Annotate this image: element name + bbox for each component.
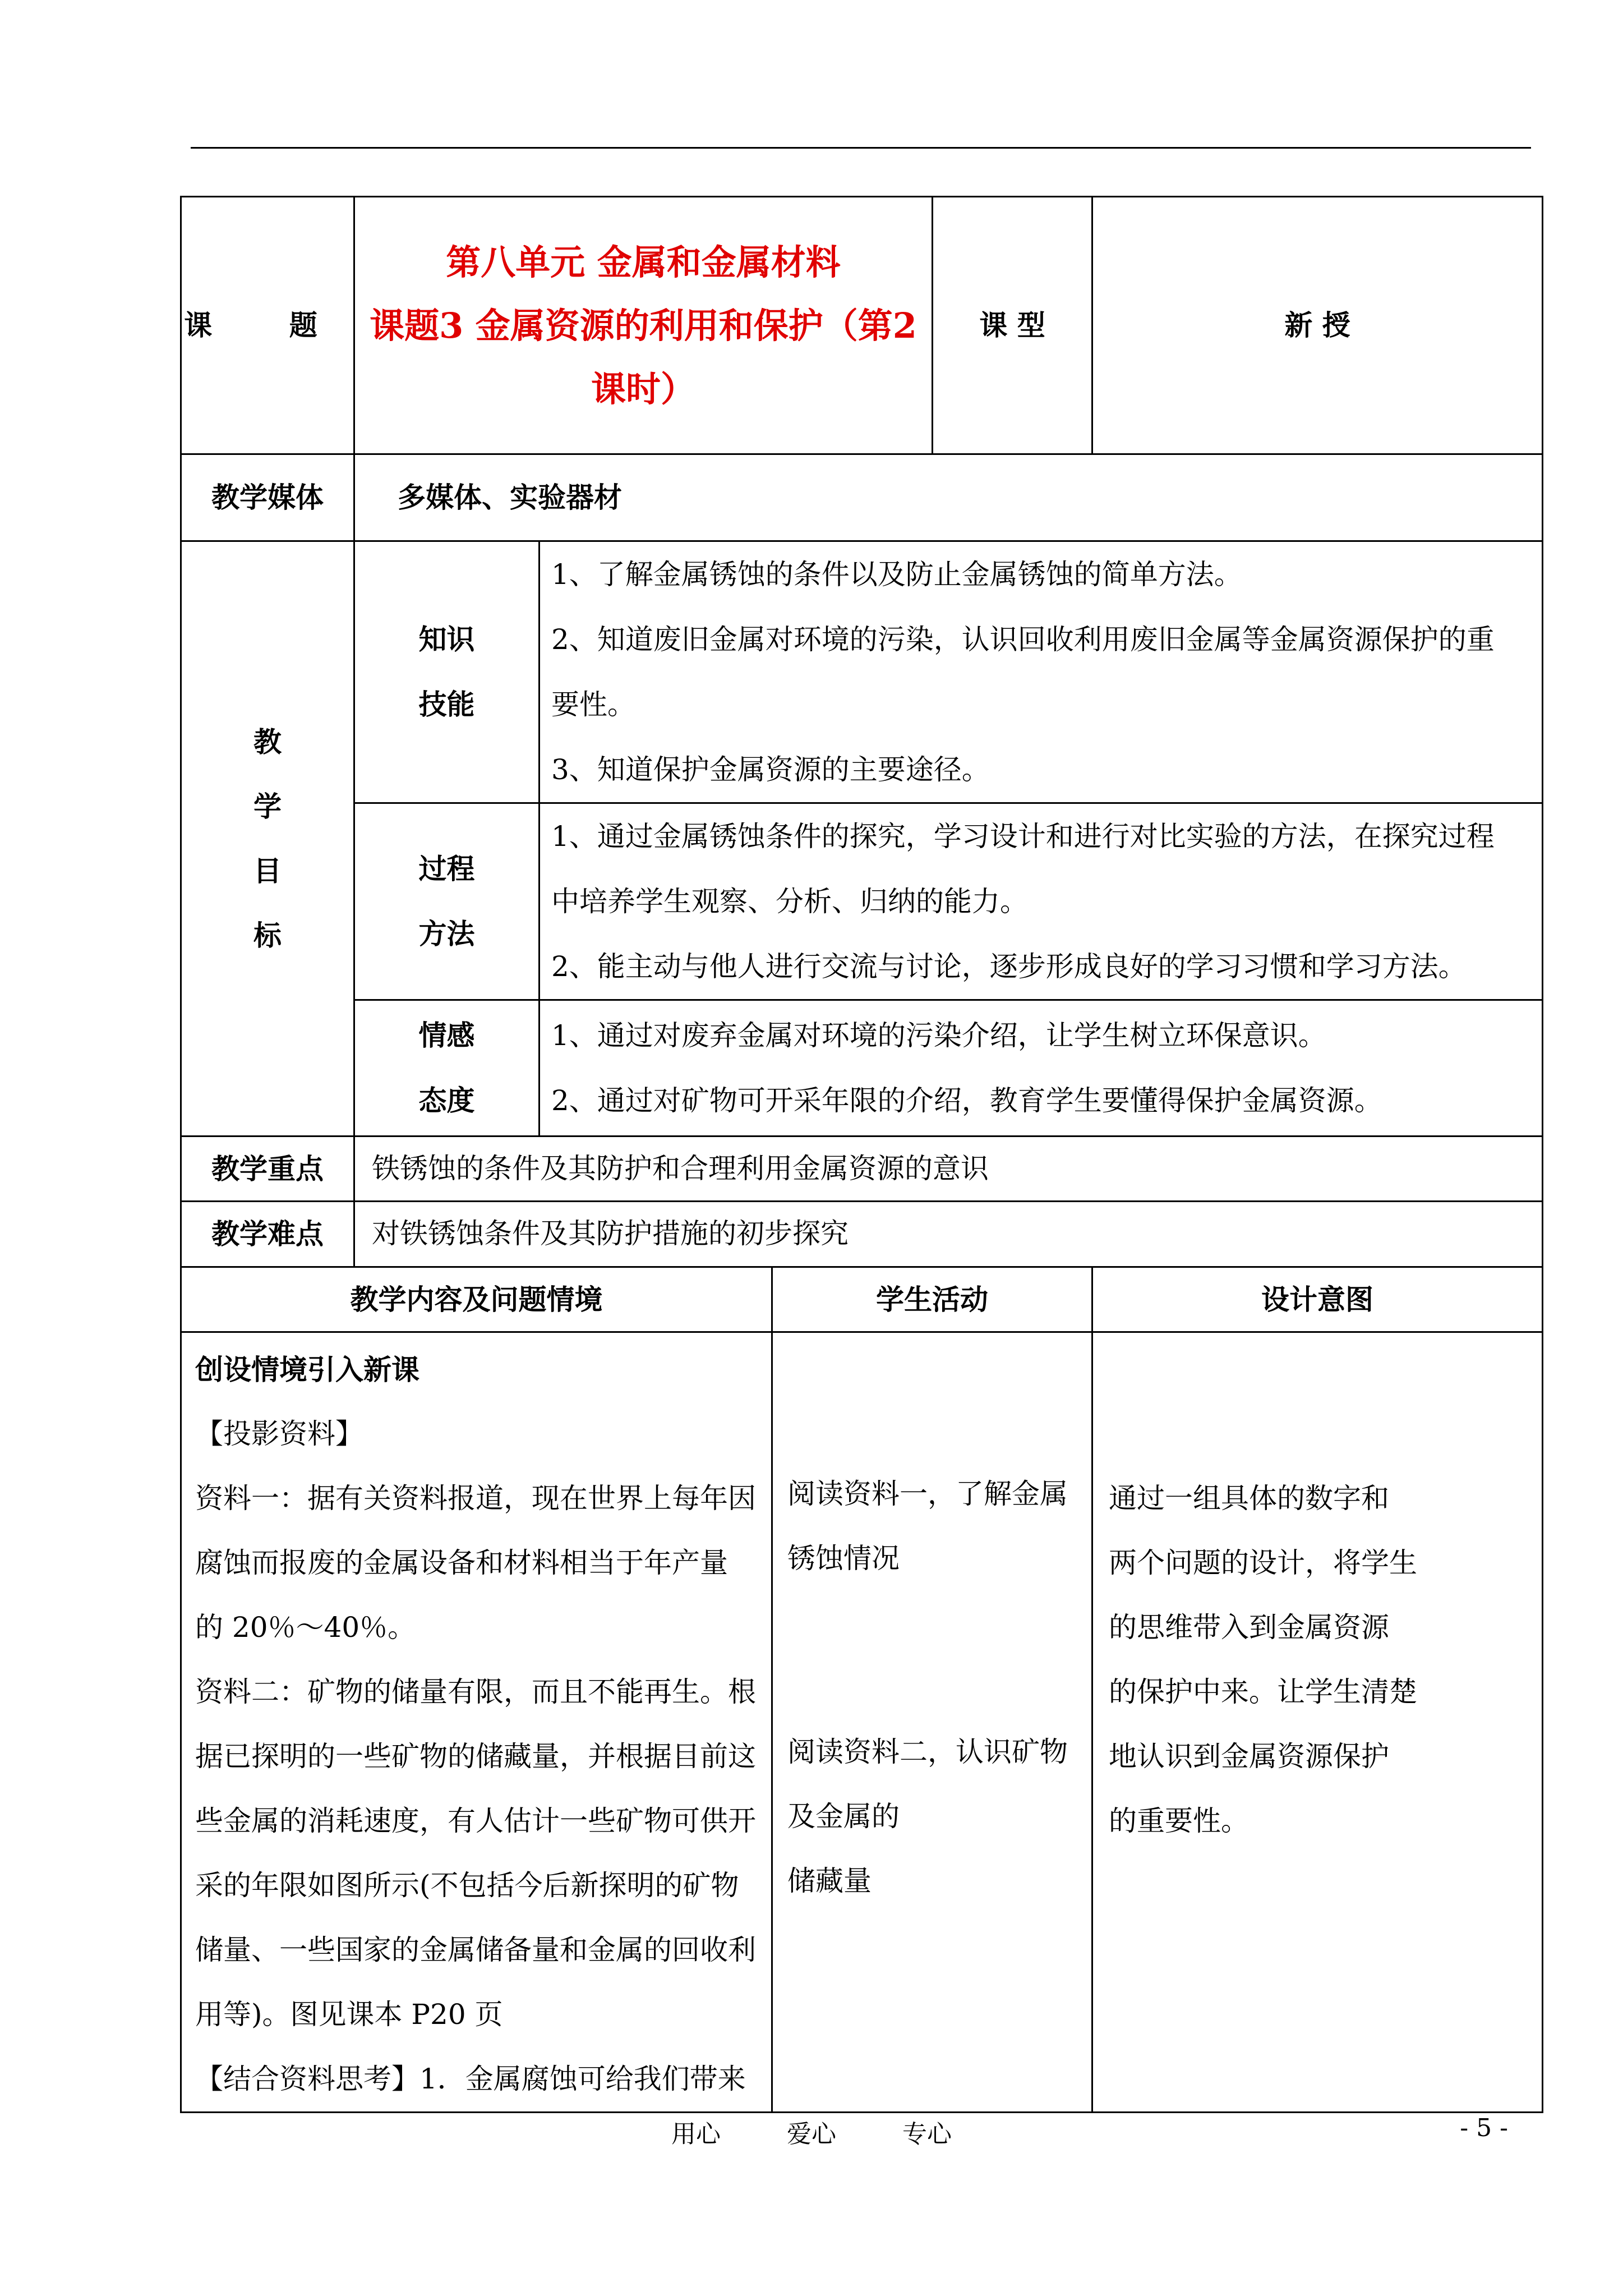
content-line: 腐蚀而报废的金属设备和材料相当于年产量 bbox=[195, 1547, 728, 1579]
column-header-activity: 学生活动 bbox=[772, 1267, 1092, 1332]
knowledge-label: 知识 技能 bbox=[354, 541, 540, 803]
topic-title-cont: 课时） bbox=[591, 368, 696, 409]
intent-line: 的重要性。 bbox=[1109, 1805, 1249, 1837]
list-item: 2、通过对矿物可开采年限的介绍，教育学生要懂得保护金属资源。 bbox=[551, 1084, 1382, 1117]
type-value: 新 授 bbox=[1092, 197, 1543, 454]
intent-line: 地认识到金属资源保护 bbox=[1109, 1740, 1390, 1773]
objectives-process-row bbox=[181, 803, 1543, 1000]
content-row bbox=[181, 1332, 1543, 2113]
topic-row bbox=[181, 197, 1543, 454]
difficulty-value: 对铁锈蚀条件及其防护措施的初步探究 bbox=[354, 1202, 1543, 1267]
lesson-title-cell bbox=[354, 197, 933, 454]
list-item: 1、通过金属锈蚀条件的探究，学习设计和进行对比实验的方法，在探究过程 bbox=[551, 820, 1495, 853]
content-line: 资料二：矿物的储量有限，而且不能再生。根 bbox=[195, 1676, 756, 1708]
column-header-intent: 设计意图 bbox=[1092, 1267, 1543, 1332]
list-item: 要性。 bbox=[551, 688, 635, 721]
type-label: 课 型 bbox=[933, 197, 1092, 454]
content-line: 据已探明的一些矿物的储藏量，并根据目前这 bbox=[195, 1740, 756, 1773]
objectives-label: 教 学 目 标 bbox=[181, 541, 354, 1137]
unit-title: 第八单元 金属和金属材料 bbox=[446, 241, 841, 283]
content-cell bbox=[181, 1332, 772, 2113]
intent-line: 通过一组具体的数字和 bbox=[1109, 1482, 1390, 1515]
list-item: 1、了解金属锈蚀的条件以及防止金属锈蚀的简单方法。 bbox=[551, 558, 1242, 591]
content-line: 资料一：据有关资料报道，现在世界上每年因 bbox=[195, 1482, 756, 1515]
media-label: 教学媒体 bbox=[181, 454, 354, 541]
activity-line: 阅读资料二，认识矿物及金属的 bbox=[787, 1736, 1068, 1833]
activity-line: 储藏量 bbox=[787, 1865, 872, 1897]
intent-cell bbox=[1092, 1332, 1543, 2113]
difficulty-row bbox=[181, 1202, 1543, 1267]
process-label: 过程 方法 bbox=[354, 803, 540, 1000]
list-item: 2、知道废旧金属对环境的污染，认识回收利用废旧金属等金属资源保护的重 bbox=[551, 623, 1495, 656]
media-row bbox=[181, 454, 1543, 541]
content-line: 用等)。图见课本 P20 页 bbox=[195, 1998, 503, 2031]
process-items bbox=[540, 803, 1543, 1000]
list-item: 1、通过对废弃金属对环境的污染介绍，让学生树立环保意识。 bbox=[551, 1019, 1326, 1052]
content-line: 储量、一些国家的金属储备量和金属的回收利 bbox=[195, 1934, 756, 1966]
content-line: 创设情境引入新课 bbox=[195, 1353, 419, 1386]
content-line: 的 20％～40％。 bbox=[195, 1611, 416, 1644]
knowledge-items bbox=[540, 541, 1543, 803]
topic-label: 课 题 bbox=[181, 197, 354, 454]
objectives-attitude-row bbox=[181, 1000, 1543, 1137]
content-line: 【投影资料】 bbox=[195, 1418, 363, 1450]
objectives-knowledge-row bbox=[181, 541, 1543, 803]
footer-motto-1: 用心 bbox=[671, 2120, 721, 2148]
footer-motto-2: 爱心 bbox=[787, 2120, 836, 2148]
list-item: 2、能主动与他人进行交流与讨论，逐步形成良好的学习习惯和学习方法。 bbox=[551, 950, 1467, 983]
key-point-value: 铁锈蚀的条件及其防护和合理利用金属资源的意识 bbox=[354, 1137, 1543, 1202]
content-line: 采的年限如图所示(不包括今后新探明的矿物 bbox=[195, 1869, 739, 1902]
intent-line: 的保护中来。让学生清楚 bbox=[1109, 1676, 1418, 1708]
list-item: 3、知道保护金属资源的主要途径。 bbox=[551, 753, 990, 786]
list-item: 中培养学生观察、分析、归纳的能力。 bbox=[551, 885, 1028, 918]
columns-header-row bbox=[181, 1267, 1543, 1332]
topic-title: 课题3 金属资源的利用和保护（第2 bbox=[370, 305, 917, 346]
activity-line: 阅读资料一，了解金属锈蚀情况 bbox=[787, 1478, 1068, 1575]
difficulty-label: 教学难点 bbox=[181, 1202, 354, 1267]
intent-line: 的思维带入到金属资源 bbox=[1109, 1611, 1390, 1644]
footer-motto bbox=[0, 2114, 1623, 2150]
content-line: 【结合资料思考】1．金属腐蚀可给我们带来 bbox=[195, 2063, 746, 2095]
page-number: - 5 - bbox=[1460, 2114, 1508, 2142]
column-header-content: 教学内容及问题情境 bbox=[181, 1267, 772, 1332]
media-value: 多媒体、实验器材 bbox=[354, 454, 1543, 541]
lesson-plan-table bbox=[180, 196, 1543, 2113]
attitude-label: 情感 态度 bbox=[354, 1000, 540, 1137]
content-line: 些金属的消耗速度，有人估计一些矿物可供开 bbox=[195, 1805, 756, 1837]
footer-motto-3: 专心 bbox=[902, 2120, 952, 2148]
activity-cell bbox=[772, 1332, 1092, 2113]
key-point-row bbox=[181, 1137, 1543, 1202]
header-rule bbox=[191, 147, 1531, 149]
key-point-label: 教学重点 bbox=[181, 1137, 354, 1202]
intent-line: 两个问题的设计，将学生 bbox=[1109, 1547, 1418, 1579]
attitude-items bbox=[540, 1000, 1543, 1137]
